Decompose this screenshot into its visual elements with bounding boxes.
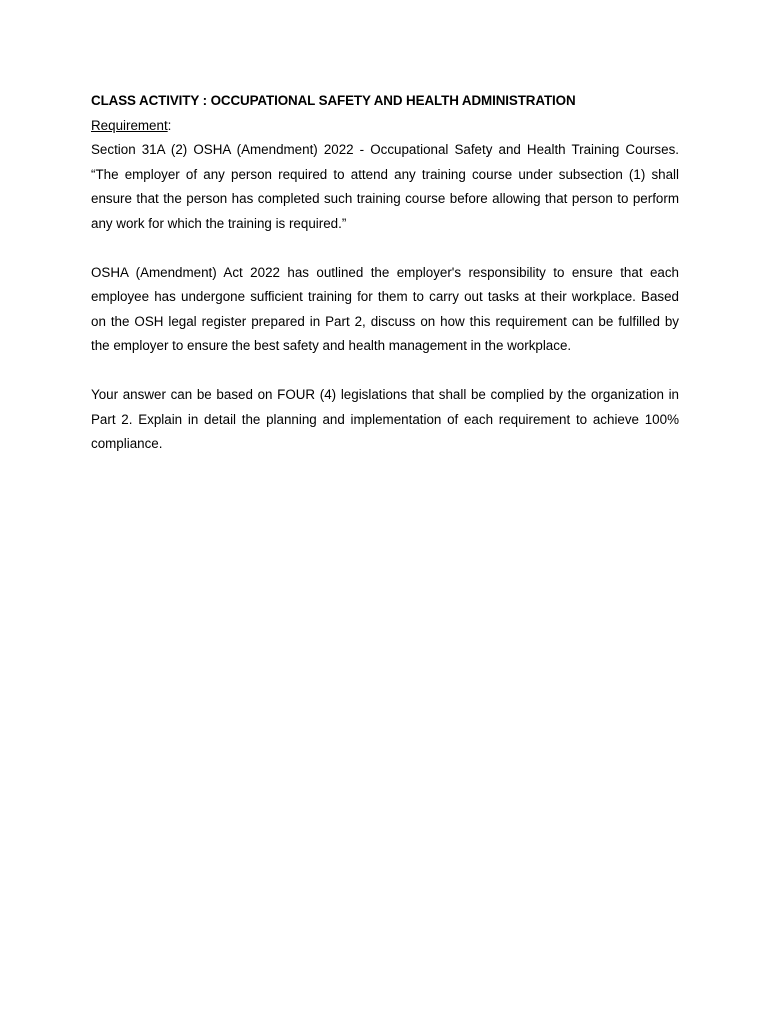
responsibility-line: on the OSH legal register prepared in Part 2, discuss on how this requirement can be fulfilled by	[91, 313, 679, 329]
responsibility-paragraph	[91, 261, 679, 359]
requirement-line: “The employer of any person required to attend any training course under subsection (1) shall	[91, 166, 679, 182]
requirement-paragraph	[91, 138, 679, 236]
document-title: CLASS ACTIVITY : OCCUPATIONAL SAFETY AND HEALTH ADMINISTRATION	[91, 93, 576, 108]
instructions-line: compliance.	[91, 436, 163, 451]
requirement-line: any work for which the training is required.”	[91, 215, 347, 231]
responsibility-line: the employer to ensure the best safety and health management in the workplace.	[91, 338, 572, 353]
document-body	[91, 89, 679, 457]
responsibility-line: OSHA (Amendment) Act 2022 has outlined the employer's responsibility to ensure that each	[91, 264, 679, 280]
instructions-line: Part 2. Explain in detail the planning and implementation of each requirement to achieve 100%	[91, 411, 679, 427]
requirement-heading	[91, 114, 679, 139]
requirement-line: Section 31A (2) OSHA (Amendment) 2022 - Occupational Safety and Health Training Courses.	[91, 142, 679, 157]
instructions-line: Your answer can be based on FOUR (4) legislations that shall be complied by the organization in	[91, 387, 679, 402]
requirement-label: Requirement	[91, 117, 168, 133]
answer-instructions-paragraph	[91, 383, 679, 457]
requirement-line: ensure that the person has completed such training course before allowing that person to perform	[91, 191, 679, 206]
responsibility-line: employee has undergone sufficient training for them to carry out tasks at their workplace. Based	[91, 289, 679, 304]
requirement-colon: :	[167, 117, 172, 133]
